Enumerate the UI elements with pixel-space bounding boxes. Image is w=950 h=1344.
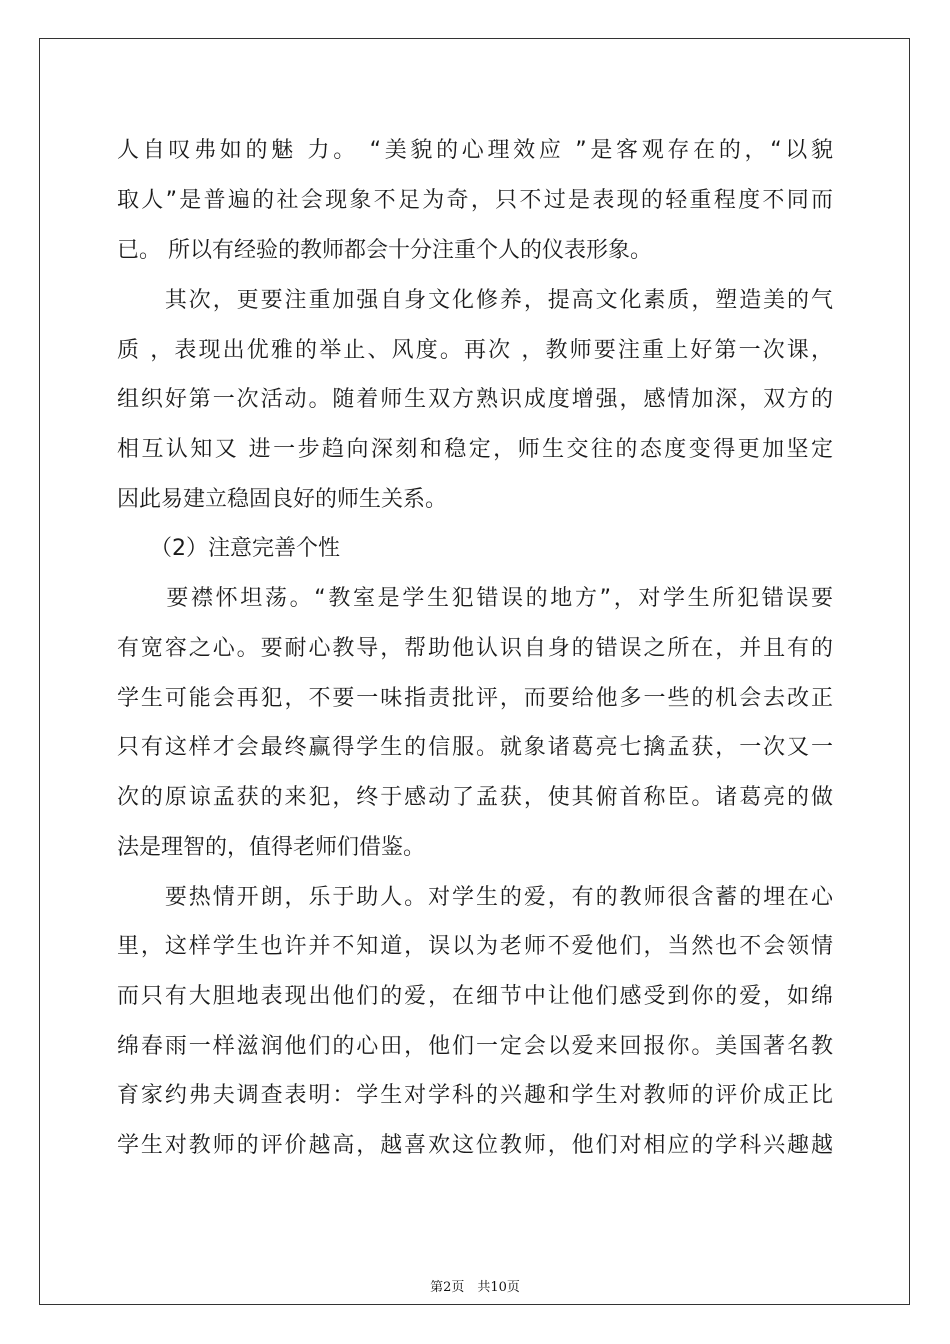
text-line: 质 ，表现出优雅的举止、风度。再次 ，教师要注重上好第一次课， <box>117 338 833 363</box>
text-line: 人自叹弗如的魅 力。 “美貌的心理效应 ”是客观存在的，“以貌 <box>117 138 833 163</box>
text-line: 有宽容之心。要耐心教导，帮助他认识自身的错误之所在，并且有的 <box>117 636 833 661</box>
text-line: 而只有大胆地表现出他们的爱，在细节中让他们感受到你的爱，如绵 <box>117 984 833 1009</box>
text-line: 学生对教师的评价越高，越喜欢这位教师，他们对相应的学科兴趣越 <box>117 1133 833 1158</box>
text-line: 组织好第一次活动。随着师生双方熟识成度增强，感情加深，双方的 <box>117 387 833 412</box>
text-line: 要热情开朗，乐于助人。对学生的爱，有的教师很含蓄的埋在心 <box>117 885 833 910</box>
text-line: 育家约弗夫调查表明：学生对学科的兴趣和学生对教师的评价成正比 <box>117 1083 833 1108</box>
text-line: 要襟怀坦荡。“教室是学生犯错误的地方”，对学生所犯错误要 <box>117 586 833 611</box>
text-line: 因此易建立稳固良好的师生关系。 <box>117 487 448 512</box>
text-line: 只有这样才会最终赢得学生的信服。就象诸葛亮七擒孟获，一次又一 <box>117 735 833 760</box>
text-line: 已。 所以有经验的教师都会十分注重个人的仪表形象。 <box>117 238 652 263</box>
text-line: 学生可能会再犯，不要一味指责批评，而要给他多一些的机会去改正 <box>117 686 833 711</box>
text-line: 其次，更要注重加强自身文化修养，提高文化素质，塑造美的气 <box>117 288 833 313</box>
section-heading: （2）注意完善个性 <box>117 536 340 561</box>
page-number: 第2页 共10页 <box>430 1280 520 1295</box>
text-line: 绵春雨一样滋润他们的心田，他们一定会以爱来回报你。美国著名教 <box>117 1034 833 1059</box>
text-line: 里，这样学生也许并不知道，误以为老师不爱他们，当然也不会领情 <box>117 934 833 959</box>
text-line: 法是理智的，值得老师们借鉴。 <box>117 835 426 860</box>
text-line: 相互认知又 进一步趋向深刻和稳定，师生交往的态度变得更加坚定 <box>117 437 833 462</box>
text-line: 取人”是普遍的社会现象不足为奇，只不过是表现的轻重程度不同而 <box>117 188 833 213</box>
text-line: 次的原谅孟获的来犯，终于感动了孟获，使其俯首称臣。诸葛亮的做 <box>117 785 833 810</box>
